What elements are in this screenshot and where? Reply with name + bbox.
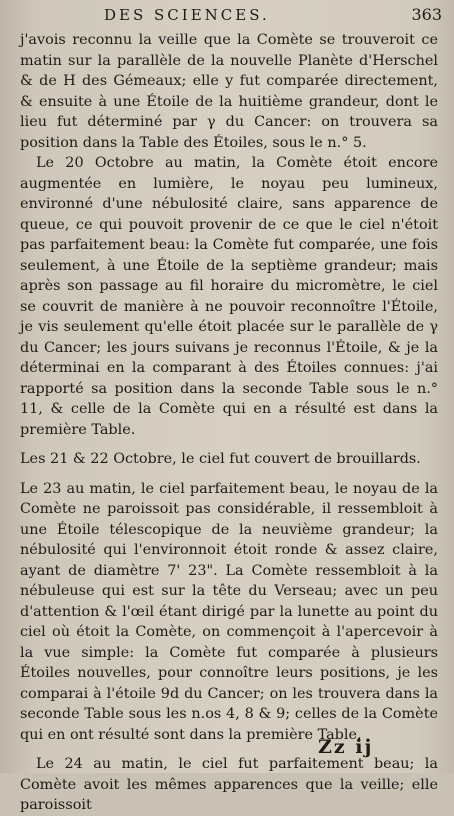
running-title: DES SCIENCES. (104, 6, 270, 24)
paragraph-21-22-octobre: Les 21 & 22 Octobre, le ciel fut couvert de brouillards. (20, 451, 421, 467)
paragraph-24-octobre: Le 24 au matin, le ciel fut parfaitement beau; la Comète avoit les mêmes apparences que la veille; elle paroissoit (20, 756, 438, 813)
signature-mark: Zz ij (318, 736, 374, 758)
page-header (0, 6, 454, 26)
body-text (20, 30, 438, 816)
paragraph-20-octobre: Le 20 Octobre au matin, la Comète étoit encore augmentée en lumière, le noyau peu lumineux, environné d'une nébulosité claire, sans apparence de queue, ce qui pouvoit provenir de ce que le ciel n'étoit pas parfaitement beau: la Comète fut comparée, une fois seulement, à une Étoile de la septième grandeur; mais après son passage au fil horaire du micromètre, le ciel se couvrit de manière à ne pouvoir reconnoître l'Étoile, je vis seulement qu'elle étoit placée sur le parallèle de γ du Cancer; les jours suivans je reconnus l'Étoile, & je la déterminai en la comparant à des Étoiles connues: j'ai rapporté sa position dans la seconde Table sous le n.° 11, & celle de la Comète qui en a résulté est dans la première Table. (20, 155, 438, 438)
page-number: 363 (411, 5, 442, 24)
paragraph-continuation: j'avois reconnu la veille que la Comète se trouveroit ce matin sur la parallèle de la nouvelle Planète d'Herschel & de H des Gémeaux; elle y fut comparée directement, & ensuite à une Étoile de la huitième grandeur, dont le lieu fut déterminé par γ du Cancer: on trouvera sa position dans la Table des Étoiles, sous le n.° 5. (20, 32, 438, 151)
paragraph-23-octobre: Le 23 au matin, le ciel parfaitement beau, le noyau de la Comète ne paroissoit pas considérable, il ressembloit à une Étoile télescopique de la neuvième grandeur; la nébulosité qui l'environnoit étoit ronde & assez claire, ayant de diamètre 7' 23". La Comète ressembloit à la nébuleuse qui est sur la tête du Verseau; avec un peu d'attention & l'œil étant dirigé par la lunette au point du ciel où étoit la Comète, on commençoit à l'apercevoir à la vue simple: la Comète fut comparée à plusieurs Étoiles nouvelles, pour connoître leurs positions, je les comparai à l'étoile 9d du Cancer; on les trouvera dans la seconde Table sous les n.os 4, 8 & 9; celles de la Comète qui en ont résulté sont dans la première Table. (20, 480, 438, 743)
